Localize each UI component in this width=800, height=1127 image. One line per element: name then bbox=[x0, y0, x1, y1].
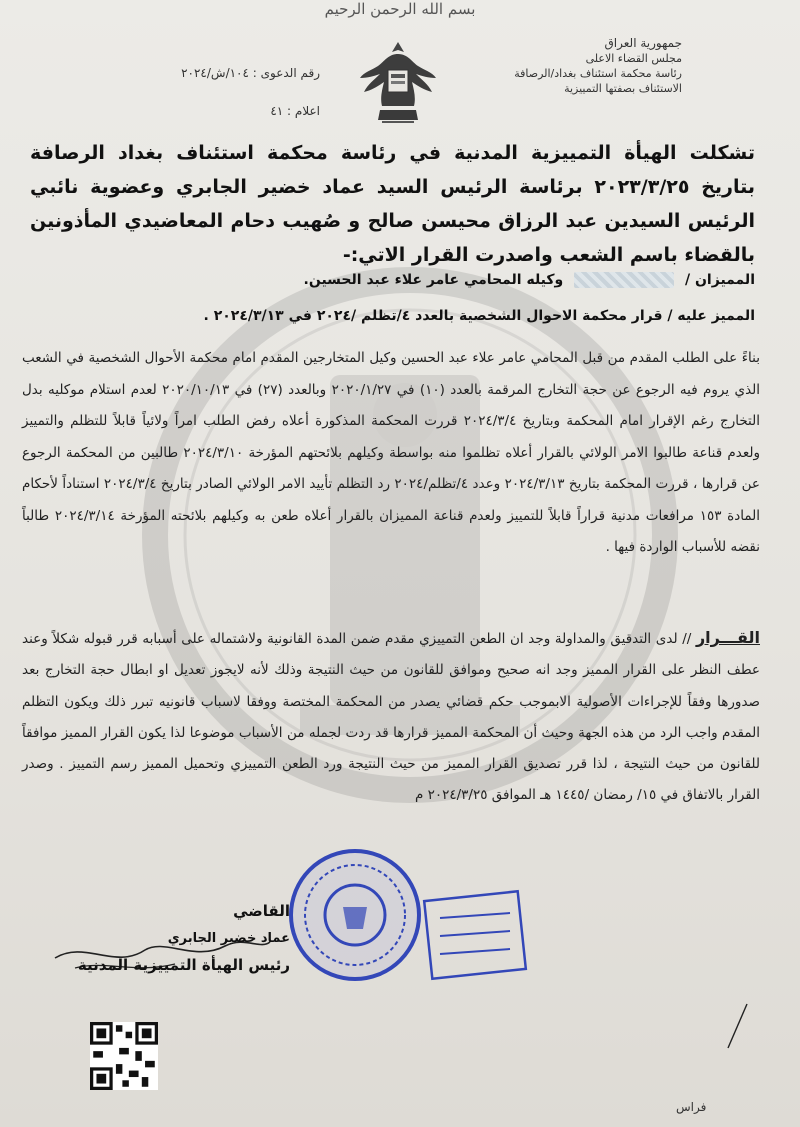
judge-title: القاضي bbox=[233, 902, 290, 920]
bismillah: بسم الله الرحمن الرحيم bbox=[324, 0, 476, 18]
qr-code-icon bbox=[90, 1022, 158, 1090]
court-formation-paragraph: تشكلت الهيأة التمييزية المدنية في رئاسة محكمة استئناف بغداد الرصافة بتاريخ ٢٠٢٣/٣/٢٥ برئاسة الرئيس السيد عماد خضير الجابري وعضوية نائبي الرئيس السيدين عبد الرزاق محيسن صالح و صُهيب دحام المعاضيدي المأذونين بالقضاء باسم الشعب واصدرت القرار الاتي:- bbox=[30, 142, 756, 266]
decision-paragraph bbox=[22, 622, 760, 812]
clerk-name: فراس bbox=[676, 1100, 707, 1114]
court-capacity: الاستئناف بصفتها التمييزية bbox=[564, 82, 682, 95]
court-header bbox=[452, 36, 682, 96]
judge-role: رئيس الهيأة التمييزية المدنية bbox=[77, 956, 290, 974]
official-stamp-icon bbox=[285, 845, 425, 985]
case-number: رقم الدعوى : ١٠٤/ش/٢٠٢٤ bbox=[181, 66, 320, 80]
margin-stroke-icon bbox=[722, 1002, 752, 1052]
respondent-line: المميز عليه / قرار محكمة الاحوال الشخصية بالعدد ٤/تظلم /٢٠٢٤ في ٢٠٢٤/٣/١٣ . bbox=[203, 308, 755, 324]
judge-name: عماد خضير الجابري bbox=[167, 931, 290, 946]
case-info bbox=[160, 54, 320, 130]
appellant-label: المميزان / bbox=[685, 272, 755, 288]
redacted-name bbox=[574, 272, 674, 288]
case-facts-paragraph: بناءً على الطلب المقدم من قبل المحامي عامر علاء عبد الحسين وكيل المتخارجين المقدم امام محكمة الأحوال الشخصية في الشعب الذي يروم فيه الرجوع عن حجة التخارج المرقمة بالعدد (١٠) في ٢٠٢٠/١/٢٧ وبالعدد (٢٧) في ٢٠٢٠/١٠/١٣ لعدم استلام موكليه بدل التخارج رغم الإقرار امام المحكمة وبتاريخ ٢٠٢٤/٣/٤ قررت المحكمة المذكورة أعلاه رفض الطلب امراً ولائياً قابلاً للتظلم والتمييز ولعدم قناعة طالبوا الامر الولائي بالقرار أعلاه تظلموا منه بواسطة وكيلهم بلائحتهم المؤرخة ٢٠٢٤/٣/١٠ طالبين من المحكمة الرجوع عن قرارها ، قررت المحكمة بتاريخ ٢٠٢٤/٣/١٣ وعدد ٤/تظلم/٢٠٢٤ رد التظلم تأييد الامر الولائي الصادر بتاريخ ٢٠٢٤/٣/٤ استناداً لأحكام المادة ١٥٣ مرافعات مدنية قراراً قابلاً للتمييز ولعدم قناعة المميزان بالقرار أعلاه طعن به وكيلهم بلائحته المؤرخة ٢٠٢٤/٣/١٤ طالباً نقضه للأسباب الواردة فيها . bbox=[22, 350, 761, 555]
appellant-line bbox=[200, 262, 755, 298]
decision-label: القـــرار bbox=[695, 628, 760, 647]
decision-text: // لدى التدقيق والمداولة وجد ان الطعن التمييزي مقدم ضمن المدة القانونية ولاشتماله على أسبابه قرر قبوله شكلاً وعند عطف النظر على القرار المميز وجد انه صحيح وموافق للقانون من حيث النتيجة وذلك لأنه لايجوز تعديل او ابطال حجة التخارج بعد صدورها وفقاً للإجراءات الأصولية الابموجب حكم قضائي يصدر من المحكمة المختصة ووفقا لاسباب قانونيه تبرر ذلك ويكون التظلم المقدم واجب الرد من هذه الجهة وحيث أن المحكمة المميز قرارها قد ردت لجمله من الأسباب موضوعا لذا يكون القرار المميز موافقاً للقانون من حيث النتيجة ، لذا قرر تصديق القرار المميز من حيث النتيجة ورد الطعن التمييزي وتحميل المميز رسم التمييز . وصدر القرار بالاتفاق في ١٥/ رمضان /١٤٤٥ هـ الموافق ٢٠٢٤/٣/٢٥ م bbox=[22, 631, 760, 804]
court-name: رئاسة محكمة استئناف بغداد/الرصافة bbox=[514, 67, 682, 80]
case-parties bbox=[200, 262, 755, 334]
notice-number: اعلام : ٤١ bbox=[270, 104, 320, 118]
judge-signature bbox=[40, 898, 290, 979]
council-name: مجلس القضاء الاعلى bbox=[585, 52, 682, 65]
registry-stamp-icon bbox=[420, 888, 530, 983]
country-name: جمهورية العراق bbox=[604, 36, 682, 50]
appellant-attorney: وكيله المحامي عامر علاء عبد الحسين. bbox=[303, 272, 564, 288]
iraq-emblem-icon bbox=[358, 36, 438, 136]
